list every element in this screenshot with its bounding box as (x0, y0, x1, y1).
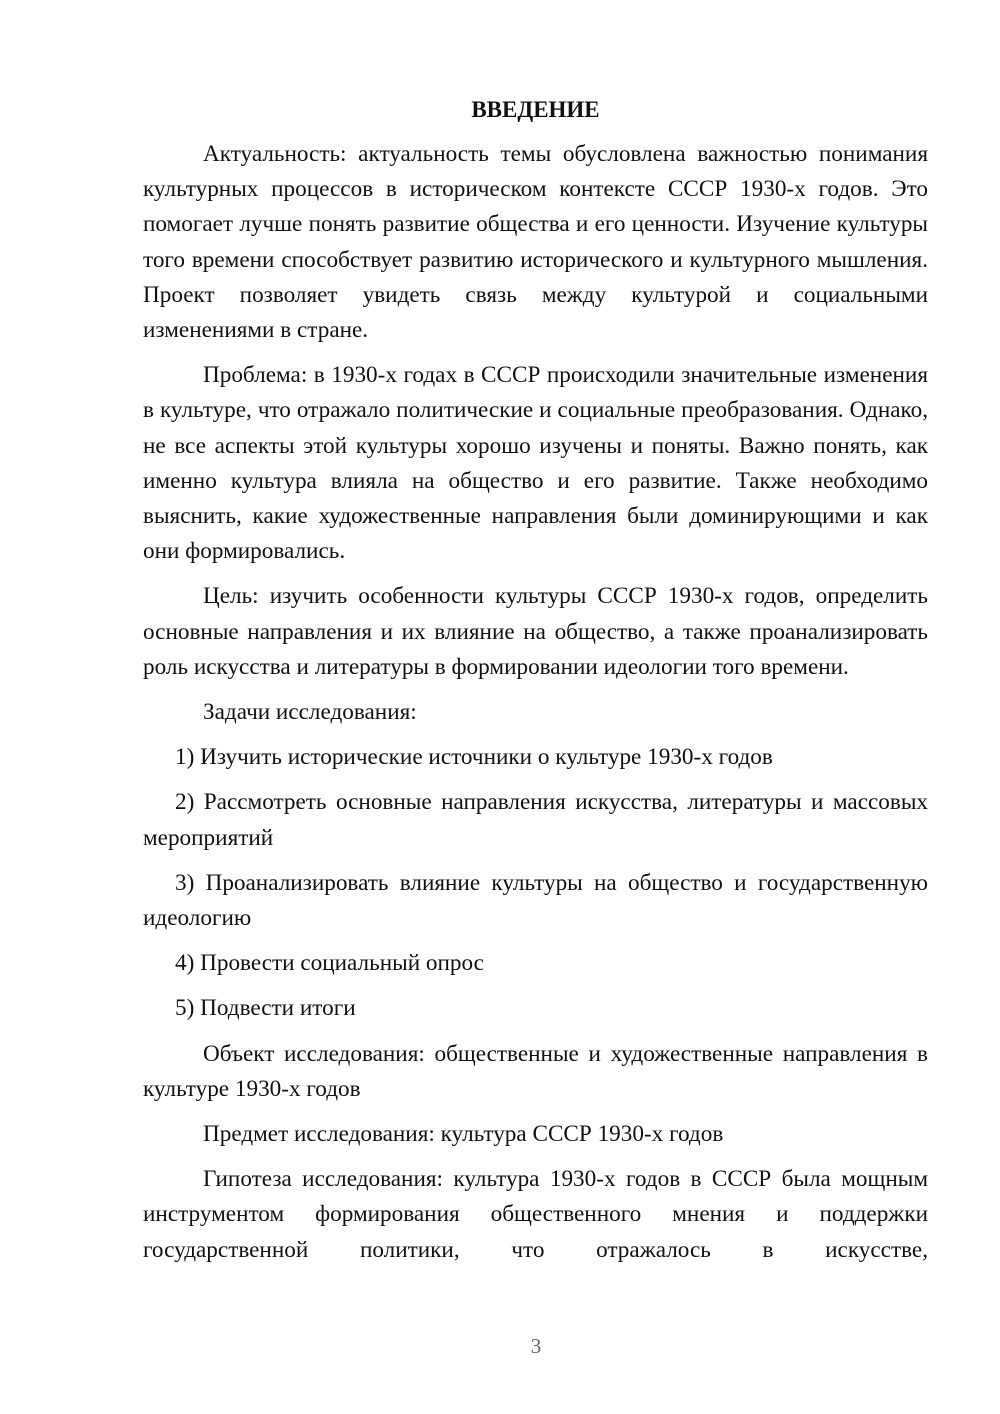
task-item-1: 1) Изучить исторические источники о культуре 1930-х годов (175, 744, 773, 771)
paragraph-hypothesis: Гипотеза исследования: культура 1930-х годов в СССР была мощным инструментом формирования общественного мнения и поддержки государственной политики, что отражалось в искусстве, (143, 1166, 928, 1263)
page-number: 3 (530, 1334, 542, 1358)
tasks-heading: Задачи исследования: (203, 699, 417, 726)
page-title: ВВЕДЕНИЕ (471, 97, 600, 122)
task-item-2: 2) Рассмотреть основные направления искусства, литературы и массовых мероприятий (143, 789, 928, 851)
paragraph-object: Объект исследования: общественные и художественные направления в культуре 1930-х годов (143, 1040, 928, 1102)
task-item-5: 5) Подвести итоги (175, 995, 356, 1022)
task-item-4: 4) Провести социальный опрос (175, 950, 484, 977)
paragraph-subject: Предмет исследования: культура СССР 1930-х годов (203, 1121, 724, 1148)
paragraph-problem: Проблема: в 1930-х годах в СССР происходили значительные изменения в культуре, что отражало политические и социальные преобразования. Однако, не все аспекты этой культуры хорошо изучены и поняты. Важно понять, как именно культура влияла на общество и его развитие. Также необходимо выяснить, какие художественные направления были доминирующими и как они формировались. (143, 362, 928, 565)
paragraph-relevance: Актуальность: актуальность темы обусловлена важностью понимания культурных процессов в историческом контексте СССР 1930-х годов. Это помогает лучше понять развитие общества и его ценности. Изучение культуры того времени способствует развитию исторического и культурного мышления. Проект позволяет увидеть связь между культурой и социальными изменениями в стране. (143, 141, 928, 344)
page-content (143, 95, 928, 1278)
task-item-3: 3) Проанализировать влияние культуры на общество и государственную идеологию (143, 869, 928, 932)
paragraph-goal: Цель: изучить особенности культуры СССР 1930-х годов, определить основные направления и их влияние на общество, а также проанализировать роль искусства и литературы в формировании идеологии того времени. (143, 583, 928, 680)
